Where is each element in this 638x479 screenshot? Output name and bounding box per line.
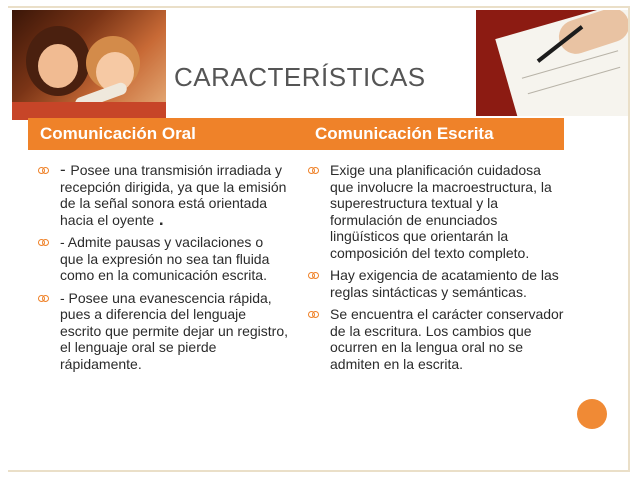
- bullet-text: - Posee una evanescencia rápida, pues a diferencia del lenguaje escrito que permite dejar un registro, el lenguaje oral se pierde rápidamente.: [60, 289, 288, 372]
- photo-face-shape: [38, 44, 78, 88]
- list-item: [38, 234, 288, 284]
- bullet-period: .: [154, 209, 164, 229]
- page-title: CARACTERÍSTICAS: [174, 62, 426, 92]
- bullet-text: Exige una planificación cuidadosa que involucre la macroestructura, la superestructura textual y la formulación de enunciados lingüísticos que orientarán la composición del texto completo.: [330, 162, 552, 261]
- list-item: [308, 267, 564, 300]
- column-heading-oral: Comunicación Oral: [40, 124, 196, 143]
- bullet-icon: [38, 293, 49, 304]
- bullet-icon: [308, 270, 319, 281]
- bullet-icon: [308, 165, 319, 176]
- bullet-icon: [38, 237, 49, 248]
- bullet-text: Posee una transmisión irradiada y recepción dirigida, ya que la emisión de la señal sonora está orientada hacia el oyente: [60, 162, 287, 228]
- bullet-icon: [38, 165, 49, 176]
- slide-frame-bottom: [8, 470, 630, 472]
- list-item: [308, 306, 564, 372]
- photo-hand-writing: [476, 10, 628, 116]
- slide-frame-right: [628, 6, 630, 472]
- list-item: [38, 162, 288, 228]
- slide-frame-top: [8, 6, 630, 8]
- column-heading-escrita: Comunicación Escrita: [315, 124, 494, 143]
- photo-family-on-phone: [12, 10, 166, 120]
- bullet-text: Hay exigencia de acatamiento de las reglas sintácticas y semánticas.: [330, 267, 559, 300]
- column-header-bar: [28, 118, 564, 150]
- bullet-icon: [308, 309, 319, 320]
- decorative-circle-icon: [577, 399, 607, 429]
- bullet-text: Se encuentra el carácter conservador de la escritura. Los cambios que ocurren en la lengua oral no se admiten en la escrita.: [330, 306, 564, 372]
- bullet-dash: -: [60, 160, 71, 179]
- column-escrita: [308, 162, 564, 378]
- column-oral: [38, 162, 288, 378]
- list-item: [308, 162, 564, 261]
- bullet-text: - Admite pausas y vacilaciones o que la expresión no sea tan fluida como en la comunicación escrita.: [60, 234, 270, 283]
- list-item: [38, 290, 288, 373]
